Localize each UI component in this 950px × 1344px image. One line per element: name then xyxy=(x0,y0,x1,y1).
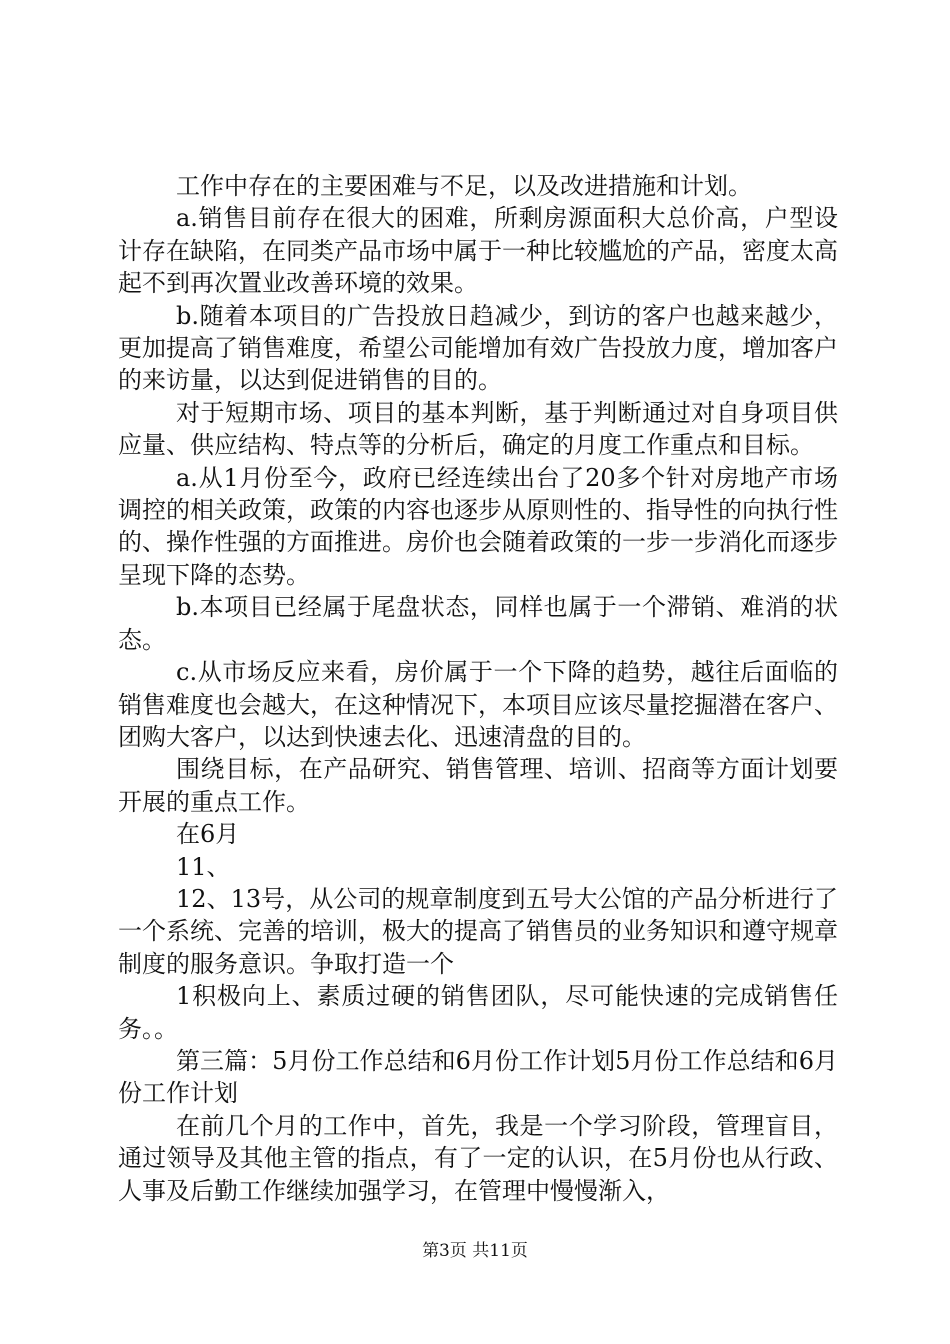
paragraph: 工作中存在的主要困难与不足，以及改进措施和计划。 xyxy=(176,172,752,200)
paragraph: a.从1月份至今，政府已经连续出台了20多个针对房地产市场调控的相关政策，政策的内容也逐步从原则性的、指导性的向执行性的、操作性强的方面推进。房价也会随着政策的一步一步消化而逐步呈现下降的态势。 xyxy=(118,463,838,589)
paragraph: b.随着本项目的广告投放日趋减少，到访的客户也越来越少，更加提高了销售难度，希望公司能增加有效广告投放力度，增加客户的来访量，以达到促进销售的目的。 xyxy=(118,301,838,395)
paragraph: 在前几个月的工作中，首先，我是一个学习阶段，管理盲目，通过领导及其他主管的指点，有了一定的认识，在5月份也从行政、人事及后勤工作继续加强学习，在管理中慢慢渐入， xyxy=(118,1111,838,1205)
paragraph: 围绕目标，在产品研究、销售管理、培训、招商等方面计划要开展的重点工作。 xyxy=(118,755,838,816)
paragraph: 12、13号，从公司的规章制度到五号大公馆的产品分析进行了一个系统、完善的培训，极大的提高了销售员的业务知识和遵守规章制度的服务意识。争取打造一个 xyxy=(118,884,838,978)
paragraph: c.从市场反应来看，房价属于一个下降的趋势，越往后面临的销售难度也会越大，在这种情况下，本项目应该尽量挖掘潜在客户、团购大客户，以达到快速去化、迅速清盘的目的。 xyxy=(118,658,838,751)
paragraph: b.本项目已经属于尾盘状态，同样也属于一个滞销、难消的状态。 xyxy=(118,593,838,654)
paragraph: 1积极向上、素质过硬的销售团队，尽可能快速的完成销售任务。。 xyxy=(118,982,838,1043)
section-heading: 第三篇：5月份工作总结和6月份工作计划5月份工作总结和6月份工作计划 xyxy=(118,1046,838,1108)
page-footer: 第3页 共11页 xyxy=(422,1241,528,1261)
paragraph: 对于短期市场、项目的基本判断，基于判断通过对自身项目供应量、供应结构、特点等的分析后，确定的月度工作重点和目标。 xyxy=(118,398,838,460)
paragraph: a.销售目前存在很大的困难，所剩房源面积大总价高，户型设计存在缺陷，在同类产品市场中属于一种比较尴尬的产品，密度太高起不到再次置业改善环境的效果。 xyxy=(118,204,838,298)
paragraph: 在6月 xyxy=(176,820,240,849)
paragraph: 11、 xyxy=(176,852,231,881)
document-body xyxy=(118,170,838,1207)
